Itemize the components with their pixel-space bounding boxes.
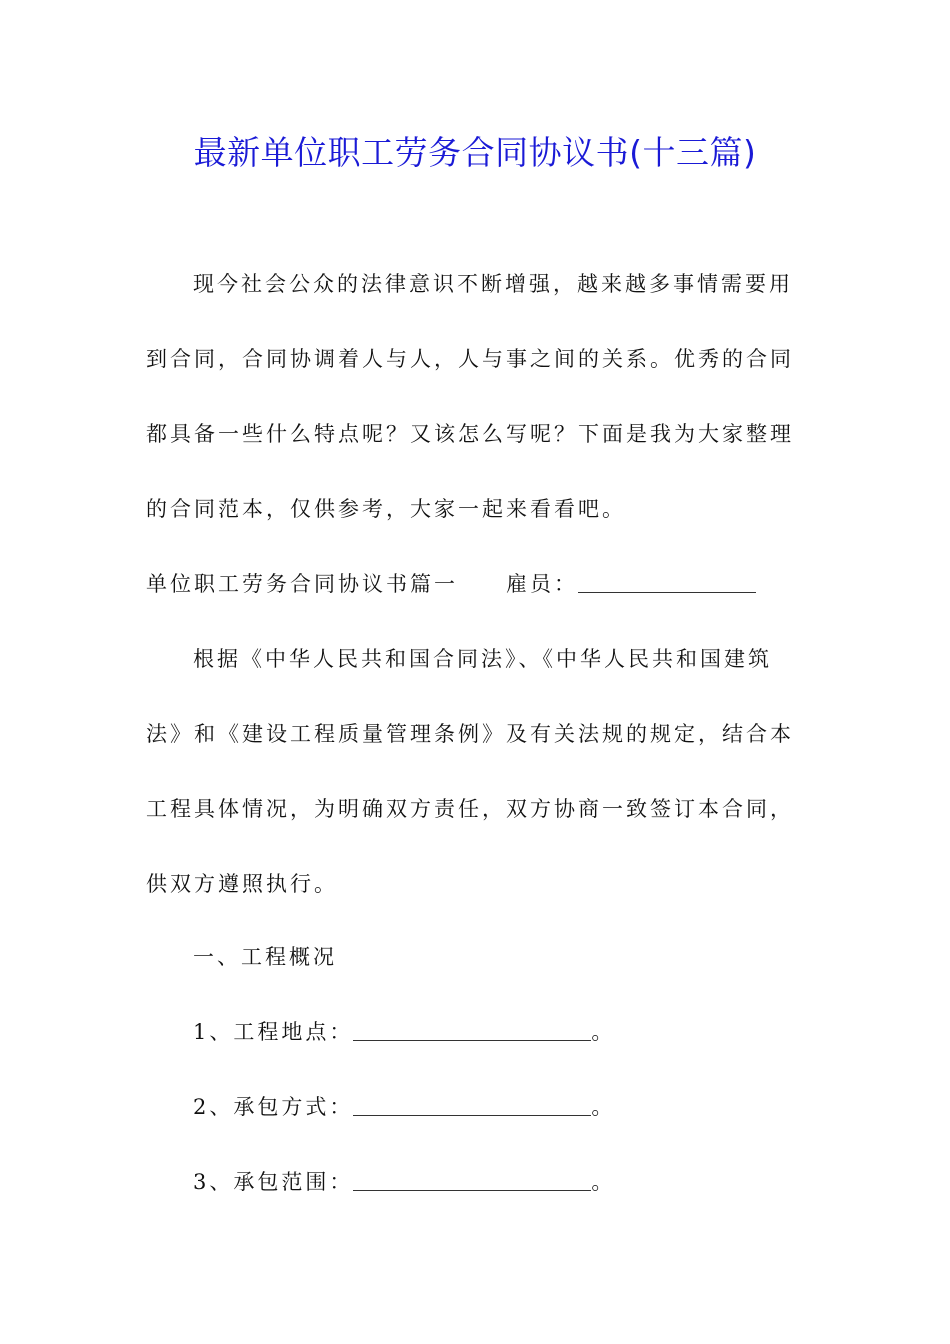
intro-line-2: 到合同，合同协调着人与人，人与事之间的关系。优秀的合同 (146, 347, 794, 371)
item-project-location (193, 1017, 615, 1047)
item-label: 1、工程地点： (193, 1020, 354, 1044)
basis-line-3: 工程具体情况，为明确双方责任，双方协商一致签订本合同， (146, 797, 794, 821)
item-blank (353, 1095, 591, 1116)
basis-line-4: 供双方遵照执行。 (146, 872, 338, 896)
item-contract-scope (193, 1167, 615, 1197)
chapter-heading: 单位职工劳务合同协议书篇一 (146, 572, 458, 596)
basis-line-1: 根据《中华人民共和国合同法》、《中华人民共和国建筑 (193, 647, 772, 671)
chapter-heading-line (146, 569, 756, 599)
item-contract-method (193, 1092, 615, 1122)
basis-line-2: 法》和《建设工程质量管理条例》及有关法规的规定，结合本 (146, 722, 794, 746)
employee-blank (578, 572, 756, 593)
item-end: 。 (591, 1095, 616, 1119)
item-end: 。 (591, 1170, 616, 1194)
item-end: 。 (591, 1020, 616, 1044)
document-title: 最新单位职工劳务合同协议书(十三篇) (193, 133, 757, 172)
item-label: 2、承包方式： (193, 1095, 354, 1119)
intro-line-4: 的合同范本，仅供参考，大家一起来看看吧。 (146, 497, 626, 521)
item-label: 3、承包范围： (193, 1170, 354, 1194)
intro-line-3: 都具备一些什么特点呢？又该怎么写呢？下面是我为大家整理 (146, 422, 794, 446)
intro-line-1: 现今社会公众的法律意识不断增强，越来越多事情需要用 (193, 272, 793, 296)
item-blank (353, 1170, 591, 1191)
employee-label: 雇员： (506, 572, 578, 596)
item-blank (353, 1020, 591, 1041)
section-1-heading: 一、工程概况 (193, 945, 337, 969)
